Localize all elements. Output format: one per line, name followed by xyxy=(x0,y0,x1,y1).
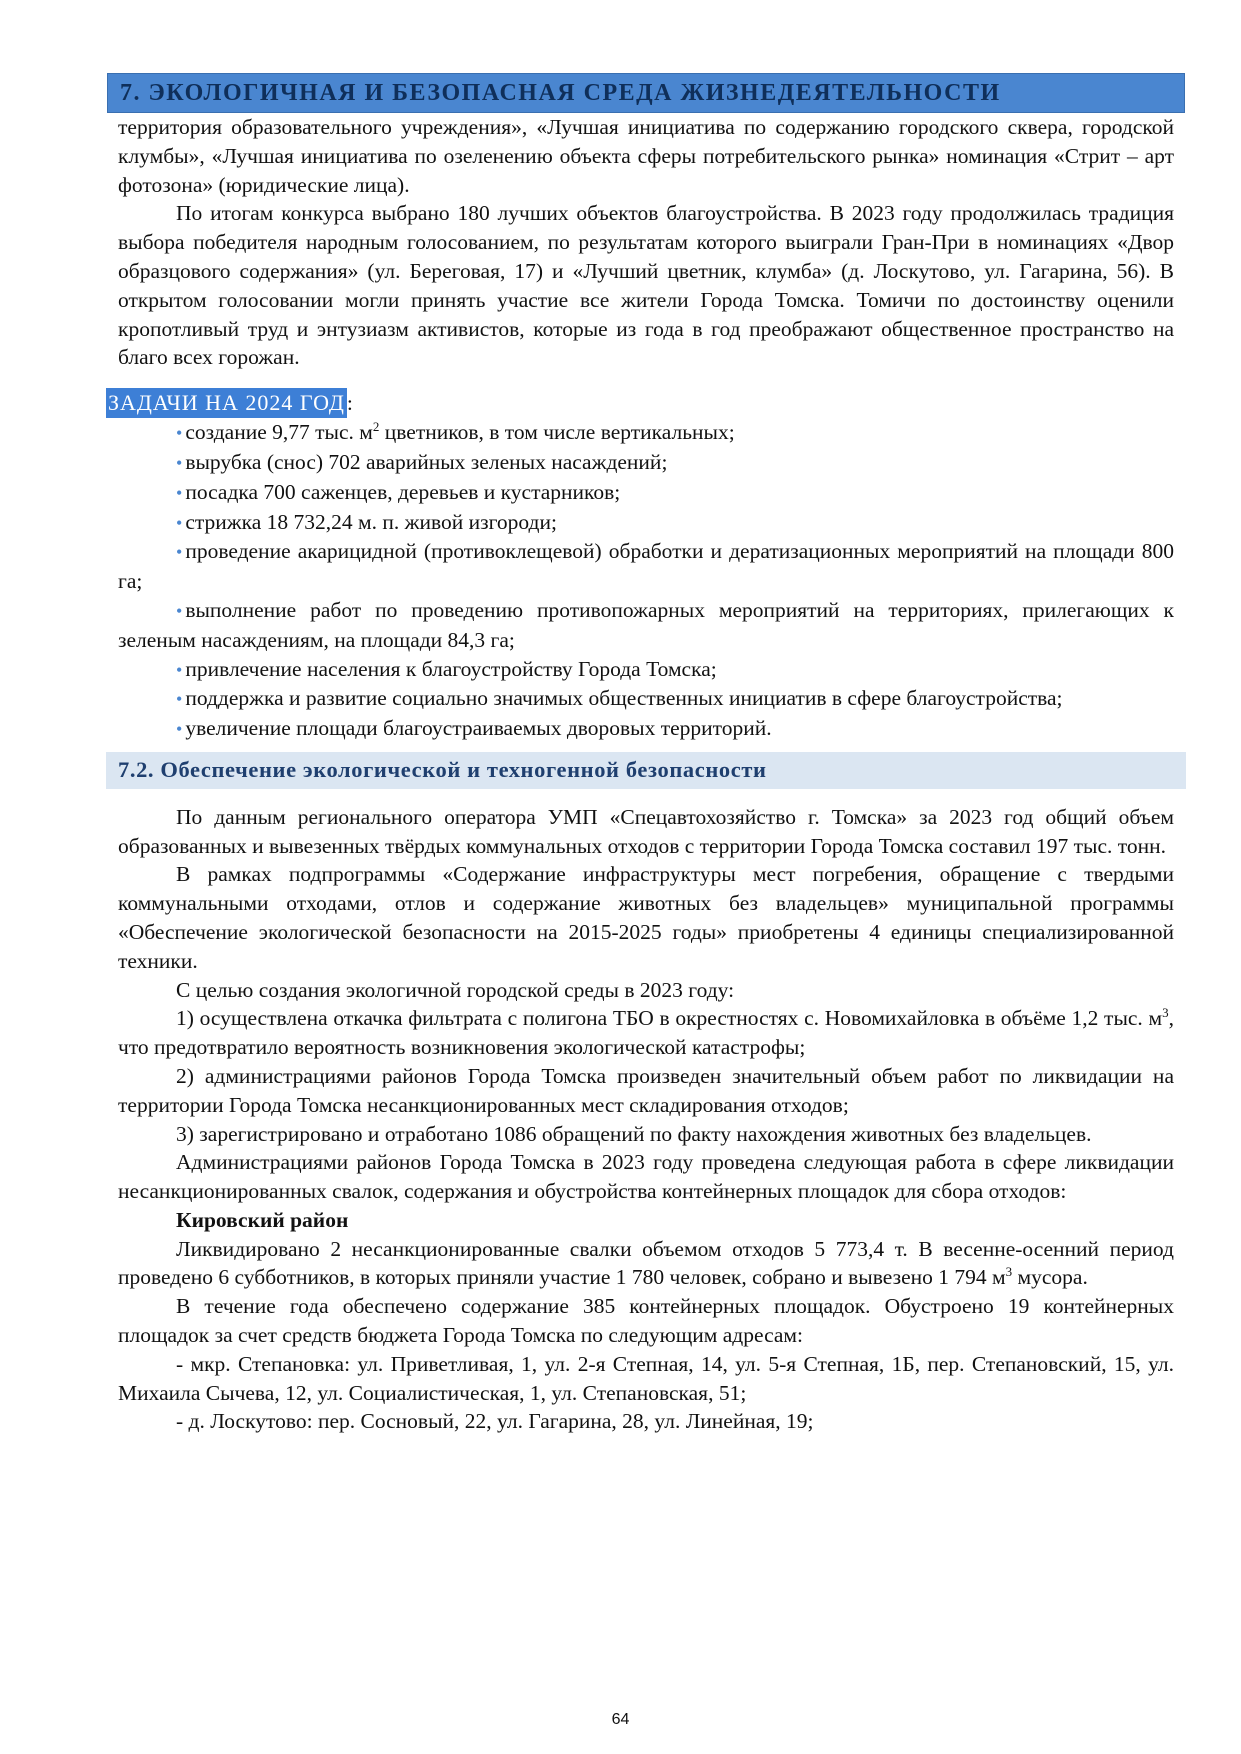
section-header: 7.2. Обеспечение экологической и техногенной безопасности xyxy=(106,752,1186,789)
tasks-list xyxy=(118,418,1174,744)
chapter-title: 7. ЭКОЛОГИЧНАЯ И БЕЗОПАСНАЯ СРЕДА ЖИЗНЕДЕЯТЕЛЬНОСТИ xyxy=(120,80,1001,106)
spacer xyxy=(118,372,1174,388)
list-item: • поддержка и развитие социально значимых общественных инициатив в сфере благоустройства; xyxy=(176,686,1063,711)
bullet-icon: • xyxy=(176,689,183,710)
bullet-icon: • xyxy=(176,659,183,680)
chapter-header-bar xyxy=(107,73,1185,113)
tasks-heading-line xyxy=(106,388,1174,418)
list-item: • посадка 700 саженцев, деревьев и кустарников; xyxy=(176,479,621,504)
numbered-item-3: 3) зарегистрировано и отработано 1086 обращений по факту нахождения животных без владельцев. xyxy=(176,1121,1092,1146)
address-list-stepanovka: - мкр. Степановка: ул. Приветливая, 1, ул. 2-я Степная, 14, ул. 5-я Степная, 1Б, пер. Степановский, 15, ул. Михаила Сычева, 12, ул. Социалистическая, 1, ул. Степановская, 51; xyxy=(118,1351,1174,1405)
intro-paragraph: территория образовательного учреждения», «Лучшая инициатива по содержанию городского сквера, городской клумбы», «Лучшая инициатива по озеленению объекта сферы потребительского рынка» номинация «Стрит – арт фотозона» (юридические лица). xyxy=(118,115,1174,197)
waste-volume-paragraph: По данным регионального оператора УМП «Спецавтохозяйство г. Томска» за 2023 год общий объем образованных и вывезенных твёрдых коммунальных отходов с территории Города Томска составил 197 тыс. тонн. xyxy=(118,804,1174,858)
kirovsky-paragraph: Ликвидировано 2 несанкционированные свалки объемом отходов 5 773,4 т. В весенне-осенний период проведено 6 субботников, в которых приняли участие 1 780 человек, собрано и вывезено 1 794 $м^3$ мусора. xyxy=(118,1236,1174,1290)
bullet-icon: • xyxy=(176,719,183,740)
bullet-icon: • xyxy=(176,423,183,444)
list-item: • увеличение площади благоустраиваемых дворовых территорий. xyxy=(176,716,772,741)
page-number: 64 xyxy=(611,1711,630,1728)
list-item: • привлечение населения к благоустройству Города Томска; xyxy=(176,656,717,681)
numbered-item-2: 2) администрациями районов Города Томска произведен значительный объем работ по ликвидации на территории Города Томска несанкционированных мест складирования отходов; xyxy=(118,1063,1174,1117)
list-item: • вырубка (снос) 702 аварийных зеленых насаждений; xyxy=(176,449,668,474)
district-title: Кировский район xyxy=(176,1207,349,1232)
list-item: • выполнение работ по проведению противопожарных мероприятий на территориях, прилегающих к зеленым насаждениям, на площади 84,3 га; xyxy=(118,597,1174,652)
bullet-icon: • xyxy=(176,482,183,503)
admin-paragraph: Администрациями районов Города Томска в 2023 году проведена следующая работа в сфере ликвидации несанкционированных свалок, содержания и обустройства контейнерных площадок для сбора отходов: xyxy=(118,1150,1174,1204)
tasks-heading: ЗАДАЧИ НА 2024 ГОД xyxy=(106,388,347,418)
containers-paragraph: В течение года обеспечено содержание 385 контейнерных площадок. Обустроено 19 контейнерных площадок за счет средств бюджета Города Томска по следующим адресам: xyxy=(118,1294,1174,1348)
contest-paragraph: По итогам конкурса выбрано 180 лучших объектов благоустройства. В 2023 году продолжилась традиция выбора победителя народным голосованием, по результатам которого выиграли Гран-При в номинациях «Двор образцового содержания» (ул. Береговая, 17) и «Лучший цветник, клумба» (д. Лоскутово, ул. Гагарина, 56). В открытом голосовании могли принять участие все жители Города Томска. Томичи по достоинству оценили кропотливый труд и энтузиазм активистов, которые из года в год преображают общественное пространство на благо всех горожан. xyxy=(118,201,1174,370)
subprogram-paragraph: В рамках подпрограммы «Содержание инфраструктуры мест погребения, обращение с твердыми коммунальными отходами, отлов и содержание животных без владельцев» муниципальной программы «Обеспечение экологической безопасности на 2015-2025 годы» приобретены 4 единицы специализированной техники. xyxy=(118,862,1174,973)
address-list-loskutovo: - д. Лоскутово: пер. Сосновый, 22, ул. Гагарина, 28, ул. Линейная, 19; xyxy=(176,1409,814,1434)
bullet-icon: • xyxy=(176,452,183,473)
goals-intro-paragraph: С целью создания экологичной городской среды в 2023 году: xyxy=(176,977,735,1002)
bullet-icon: • xyxy=(176,512,183,533)
page-content xyxy=(108,113,1174,1436)
tasks-heading-colon: : xyxy=(346,391,353,416)
list-item: • создание 9,77 тыс. $м^2$ цветников, в том числе вертикальных; xyxy=(176,419,735,445)
bullet-icon: • xyxy=(176,600,183,621)
numbered-item-1: 1) осуществлена откачка фильтрата с полигона ТБО в окрестностях с. Новомихайловка в объёме 1,2 тыс. $м^3$, что предотвратило вероятность возникновения экологической катастрофы; xyxy=(118,1005,1174,1060)
list-item: • проведение акарицидной (противоклещевой) обработки и дератизационных мероприятий на площади 800 га; xyxy=(118,539,1174,594)
bullet-icon: • xyxy=(176,542,183,563)
list-item: • стрижка 18 732,24 м. п. живой изгороди; xyxy=(176,509,557,534)
